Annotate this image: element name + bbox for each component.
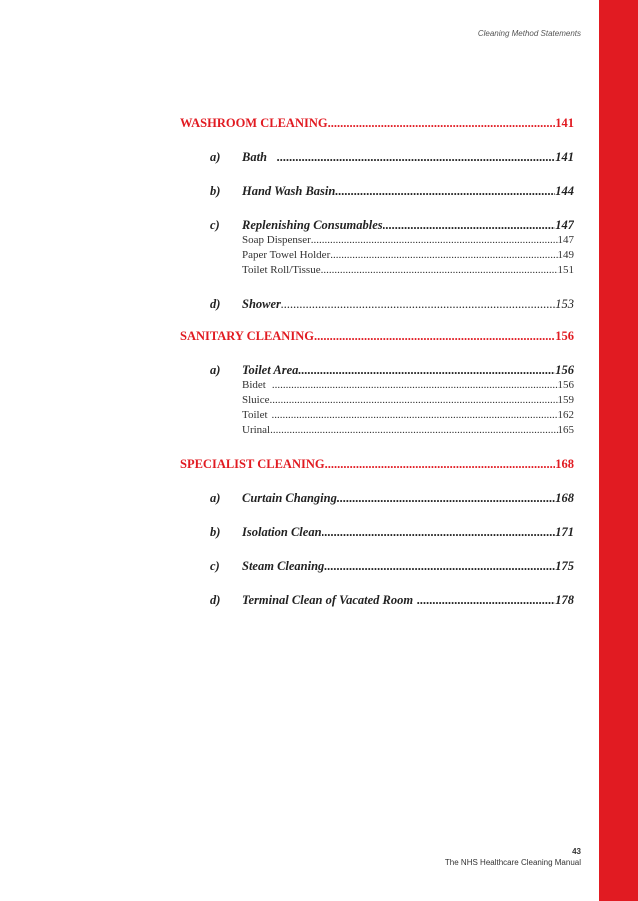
toc-section-specialist[interactable] [180, 457, 574, 473]
leader-dots [328, 116, 556, 131]
toc-item-title: Toilet Roll/Tissue [242, 264, 321, 276]
toc-page-number: 168 [555, 457, 574, 471]
toc-item-title: Urinal [242, 424, 271, 436]
toc-page-number: 165 [557, 424, 574, 436]
toc-sub-title: Bath [242, 150, 268, 164]
leader-dots [270, 424, 557, 436]
toc-sub-title: Shower [242, 297, 281, 311]
toc-subsection-shower[interactable] [180, 297, 574, 313]
toc-subsection-curtain-changing[interactable] [180, 491, 574, 507]
toc-item-title: Bidet [242, 379, 266, 391]
toc-item-title: Sluice [242, 394, 270, 406]
page-footer [445, 847, 581, 867]
toc-sub-letter: a) [210, 150, 221, 164]
toc-item-toilet-roll-tissue[interactable] [180, 264, 574, 279]
manual-title: The NHS Healthcare Cleaning Manual [444, 858, 581, 867]
toc-sub-title: Replenishing Consumables [242, 218, 383, 232]
toc-sub-letter: d) [210, 593, 221, 607]
toc-sub-letter: c) [210, 218, 220, 232]
leader-dots [270, 394, 558, 406]
toc-subsection-steam-cleaning[interactable] [180, 559, 574, 575]
toc-page-number: 141 [555, 116, 574, 130]
leader-dots [417, 593, 555, 608]
leader-dots [335, 184, 555, 199]
toc-sub-letter: c) [210, 559, 220, 573]
toc-sub-letter: b) [210, 184, 221, 198]
toc-item-toilet[interactable] [180, 409, 574, 424]
toc-item-title: Paper Towel Holder [242, 249, 331, 261]
toc-subsection-hand-wash-basin[interactable] [180, 184, 574, 200]
toc-item-soap-dispenser[interactable] [180, 234, 574, 249]
toc-section-washroom[interactable] [180, 116, 574, 132]
toc-page-number: 141 [555, 150, 574, 164]
toc-sub-letter: a) [210, 363, 221, 377]
toc-page-number: 147 [557, 234, 574, 246]
leader-dots [321, 264, 558, 276]
toc-item-sluice[interactable] [180, 394, 574, 409]
toc-section-title: SPECIALIST CLEANING [180, 457, 325, 471]
toc-page-number: 147 [555, 218, 574, 232]
leader-dots [281, 297, 555, 312]
leader-dots [330, 249, 557, 261]
table-of-contents [180, 116, 574, 609]
leader-dots [325, 457, 556, 472]
toc-subsection-isolation-clean[interactable] [180, 525, 574, 541]
toc-section-title: WASHROOM CLEANING [180, 116, 328, 130]
leader-dots [322, 525, 556, 540]
running-header: Cleaning Method Statements [477, 29, 581, 38]
toc-subsection-terminal-clean[interactable] [180, 593, 574, 609]
toc-page-number: 156 [557, 379, 574, 391]
leader-dots [298, 363, 555, 378]
toc-page-number: 153 [555, 297, 574, 311]
leader-dots [272, 409, 558, 421]
leader-dots [272, 379, 558, 391]
toc-page-number: 151 [557, 264, 574, 276]
toc-sub-title: Steam Cleaning [242, 559, 325, 573]
toc-page-number: 162 [557, 409, 574, 421]
toc-sub-title: Curtain Changing [242, 491, 337, 505]
toc-item-paper-towel-holder[interactable] [180, 249, 574, 264]
toc-page-number: 168 [555, 491, 574, 505]
toc-item-urinal[interactable] [180, 424, 574, 439]
toc-section-title: SANITARY CLEANING [180, 329, 314, 343]
toc-subsection-replenishing-consumables[interactable] [180, 218, 574, 234]
leader-dots [277, 150, 555, 165]
toc-sub-title: Toilet Area [242, 363, 299, 377]
toc-page-number: 171 [555, 525, 574, 539]
leader-dots [311, 234, 558, 246]
toc-item-title: Toilet [242, 409, 268, 421]
toc-sub-title: Isolation Clean [242, 525, 322, 539]
toc-page-number: 144 [555, 184, 574, 198]
toc-sub-title: Hand Wash Basin [242, 184, 336, 198]
red-side-band [599, 0, 638, 901]
toc-subsection-toilet-area[interactable] [180, 363, 574, 379]
leader-dots [324, 559, 555, 574]
toc-page-number: 159 [557, 394, 574, 406]
toc-page-number: 156 [555, 363, 574, 377]
toc-page-number: 149 [557, 249, 574, 261]
leader-dots [314, 329, 555, 344]
toc-sub-letter: b) [210, 525, 221, 539]
toc-sub-letter: a) [210, 491, 221, 505]
toc-subsection-bath[interactable] [180, 150, 574, 166]
leader-dots [383, 218, 556, 233]
toc-item-title: Soap Dispenser [242, 234, 311, 246]
toc-item-bidet[interactable] [180, 379, 574, 394]
toc-section-sanitary[interactable] [180, 329, 574, 345]
toc-page-number: 175 [555, 559, 574, 573]
toc-page-number: 156 [555, 329, 574, 343]
toc-sub-letter: d) [210, 297, 221, 311]
toc-sub-title: Terminal Clean of Vacated Room [242, 593, 414, 607]
leader-dots [337, 491, 555, 506]
page-number: 43 [572, 847, 581, 856]
toc-page-number: 178 [555, 593, 574, 607]
